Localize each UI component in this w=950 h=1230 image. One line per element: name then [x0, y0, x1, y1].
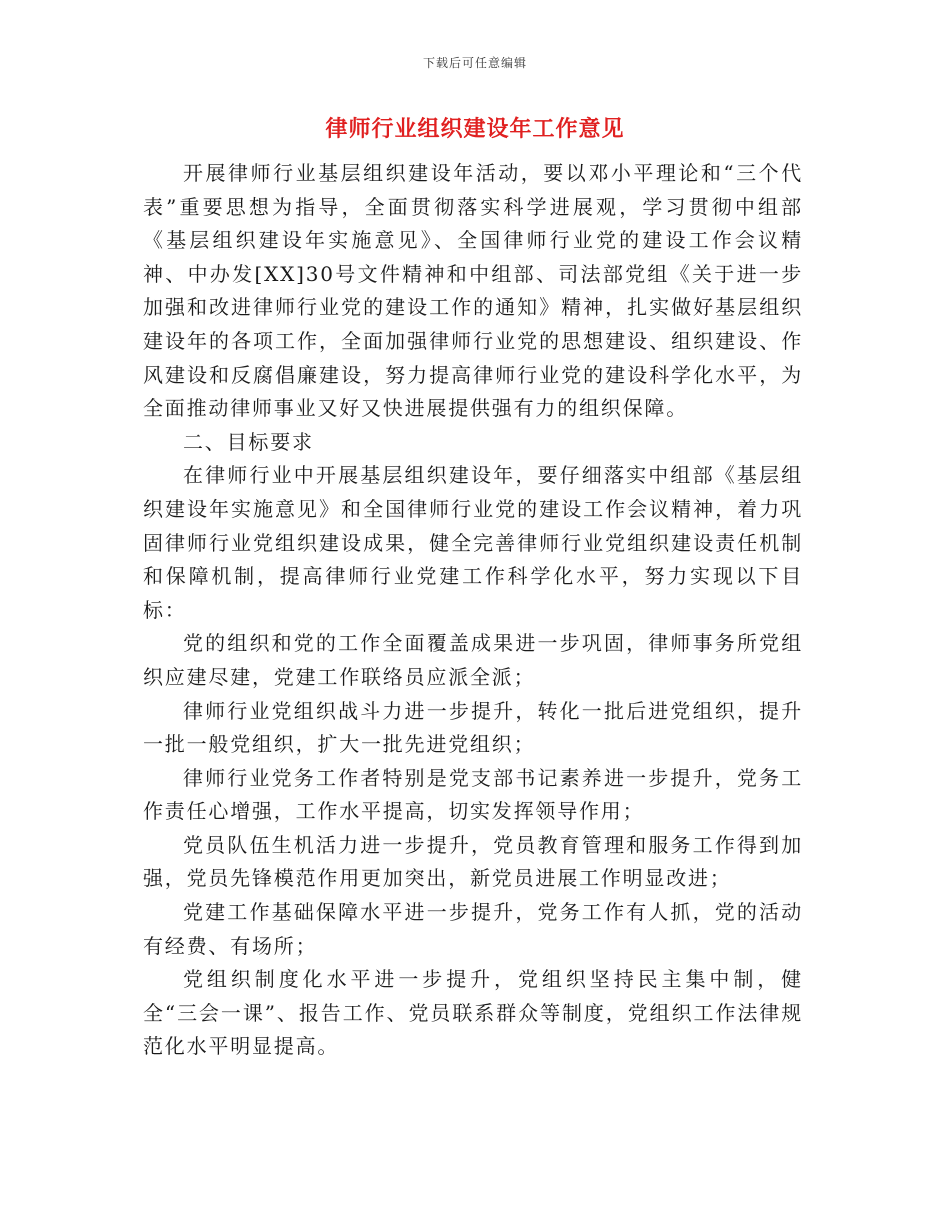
paragraph-intro: 开展律师行业基层组织建设年活动，要以邓小平理论和“三个代表”重要思想为指导，全面贯彻落实科学进展观，学习贯彻中组部《基层组织建设年实施意见》、全国律师行业党的建设工作会议精神、中办发[XX]30号文件精神和中组部、司法部党组《关于进一步加强和改进律师行业党的建设工作的通知》精神，扎实做好基层组织建设年的各项工作，全面加强律师行业党的思想建设、组织建设、作风建设和反腐倡廉建设，努力提高律师行业党的建设科学化水平，为全面推动律师事业又好又快进展提供强有力的组织保障。	[143, 161, 803, 421]
section-heading-goals: 二、目标要求	[183, 429, 314, 454]
paragraph-goal-combat-power: 律师行业党组织战斗力进一步提升，转化一批后进党组织，提升一批一般党组织，扩大一批先进党组织；	[143, 698, 803, 757]
header-note: 下载后可任意编辑	[422, 56, 527, 70]
paragraph-goal-foundation: 党建工作基础保障水平进一步提升，党务工作有人抓，党的活动有经费、有场所；	[143, 900, 803, 958]
paragraph-goal-institutionalization: 党组织制度化水平进一步提升，党组织坚持民主集中制，健全“三会一课”、报告工作、党员联系群众等制度，党组织工作法律规范化水平明显提高。	[143, 967, 803, 1059]
document-body	[143, 157, 803, 1064]
paragraph-goal-party-workers: 律师行业党务工作者特别是党支部书记素养进一步提升，党务工作责任心增强，工作水平提高，切实发挥领导作用；	[143, 765, 803, 824]
document-title: 律师行业组织建设年工作意见	[325, 117, 625, 142]
paragraph-goal-coverage: 党的组织和党的工作全面覆盖成果进一步巩固，律师事务所党组织应建尽建，党建工作联络员应派全派；	[143, 631, 803, 689]
paragraph-goal-member-vitality: 党员队伍生机活力进一步提升，党员教育管理和服务工作得到加强，党员先锋模范作用更加突出，新党员进展工作明显改进；	[143, 832, 803, 891]
paragraph-goals-intro: 在律师行业中开展基层组织建设年，要仔细落实中组部《基层组织建设年实施意见》和全国律师行业党的建设工作会议精神，着力巩固律师行业党组织建设成果，健全完善律师行业党组织建设责任机制和保障机制，提高律师行业党建工作科学化水平，努力实现以下目标：	[143, 463, 803, 622]
